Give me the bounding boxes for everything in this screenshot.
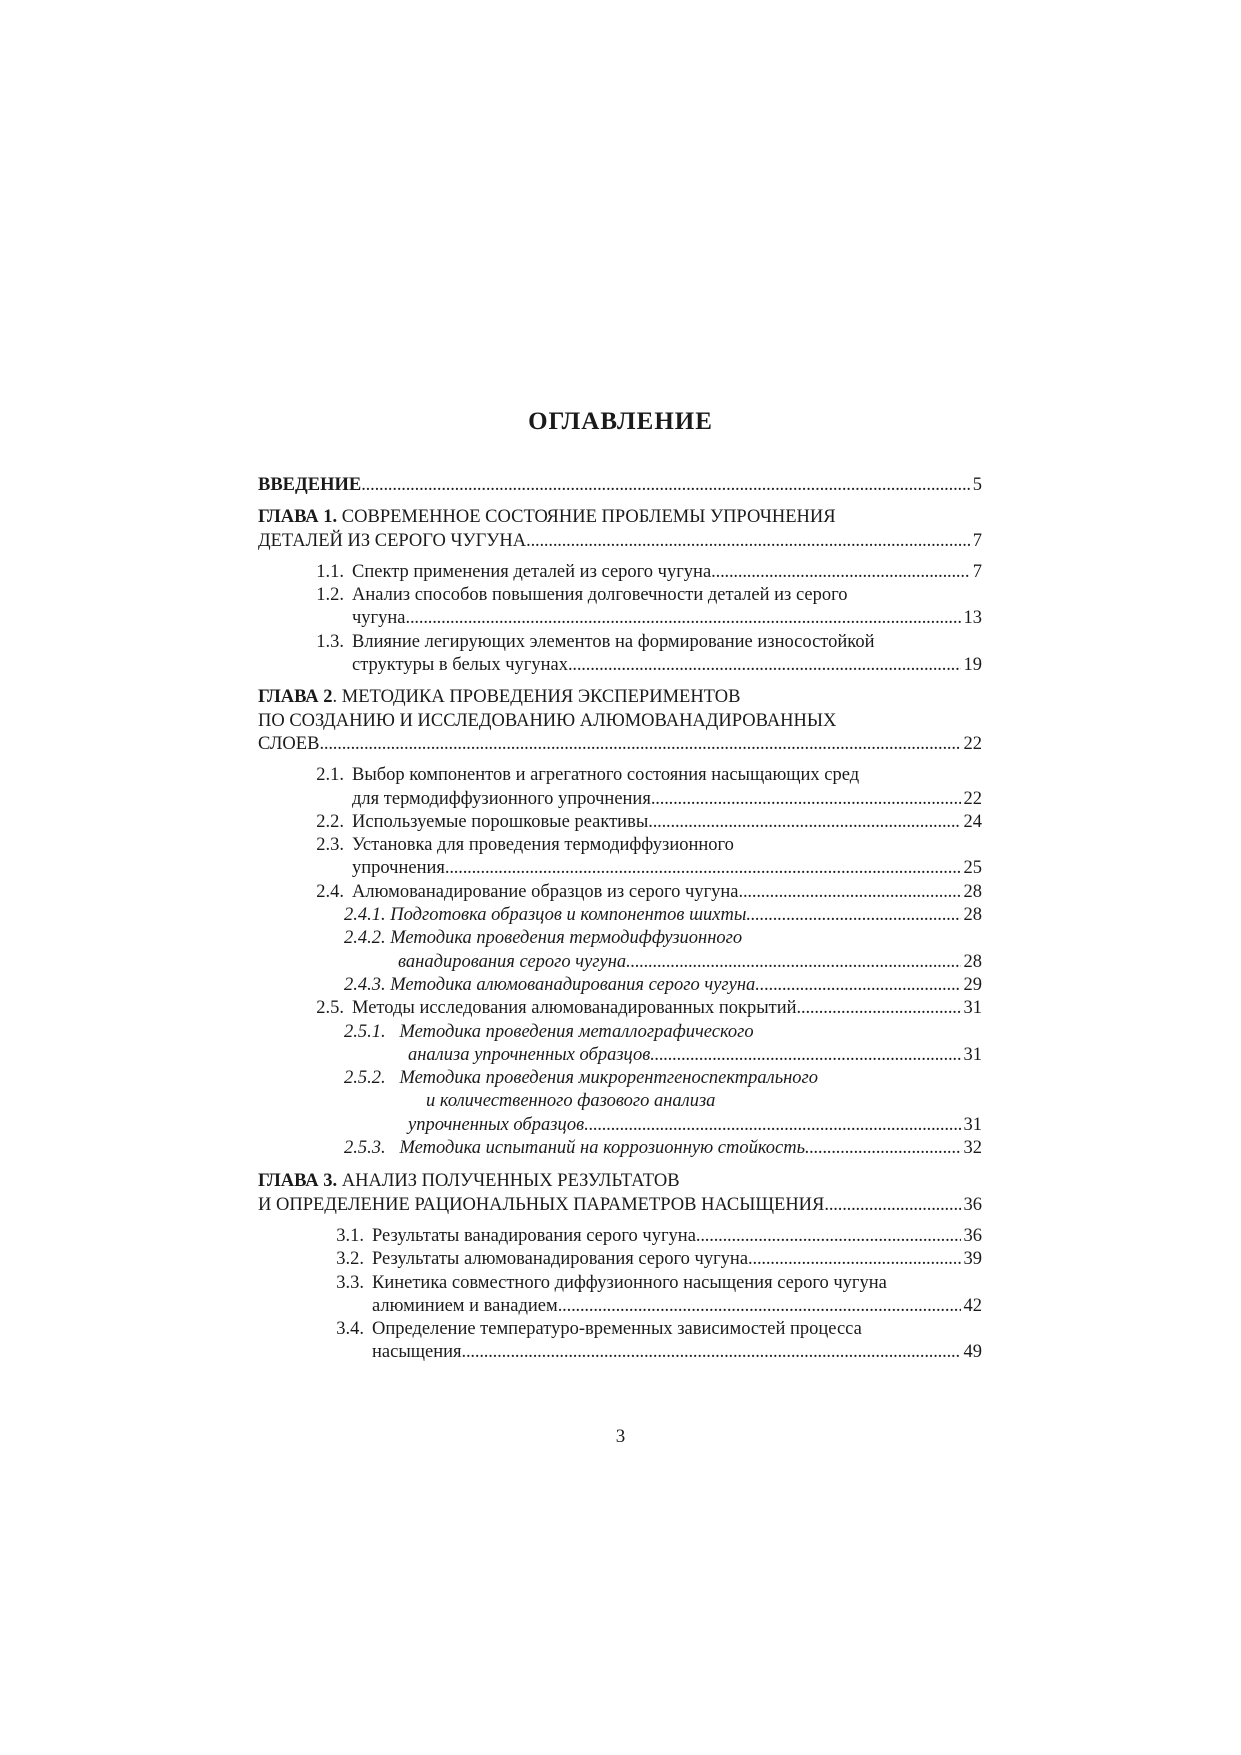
subsection-title: 2.4.1. Подготовка образцов и компонентов шихты <box>344 905 747 926</box>
subsection-title: 2.5.2. Методика проведения микрорентгеноспектрального <box>344 1068 819 1089</box>
leader-dots <box>805 1137 960 1160</box>
toc-section-2-4[interactable] <box>302 881 982 904</box>
leader-dots <box>445 857 961 880</box>
section-title-cont: для термодиффузионного упрочнения <box>352 788 651 809</box>
toc-page-number: 31 <box>963 998 982 1019</box>
leader-dots <box>589 1114 961 1137</box>
chapter-title-line: ДЕТАЛЕЙ ИЗ СЕРОГО ЧУГУНА <box>258 530 527 551</box>
toc-section-3-2[interactable] <box>322 1248 982 1271</box>
chapter-title-line: СОВРЕМЕННОЕ СОСТОЯНИЕ ПРОБЛЕМЫ УПРОЧНЕНИЯ <box>341 507 836 528</box>
toc-page-number: 32 <box>963 1138 982 1159</box>
section-number: 2.4. <box>316 881 344 902</box>
toc-page-number: 49 <box>963 1342 982 1363</box>
leader-dots <box>651 788 961 811</box>
page-title: ОГЛАВЛЕНИЕ <box>528 408 713 435</box>
toc-page-number: 7 <box>972 561 982 582</box>
section-number: 1.3. <box>316 631 344 652</box>
leader-dots <box>748 1248 960 1271</box>
toc-page-number: 24 <box>963 811 982 832</box>
toc-page-number: 31 <box>963 1044 982 1065</box>
toc-section-2-5[interactable] <box>302 997 982 1020</box>
section-number: 1.2. <box>316 585 344 606</box>
toc-subsection-2-4-3[interactable] <box>344 974 982 997</box>
section-title-cont: алюминием и ванадием <box>372 1295 558 1316</box>
section-title-cont: насыщения <box>372 1342 462 1363</box>
toc-page-number: 22 <box>963 733 982 754</box>
toc-page-number: 19 <box>963 655 982 676</box>
subsection-title: 2.4.3. Методика алюмованадирования серого чугуна.. <box>344 974 765 995</box>
toc-section-1-2[interactable] <box>302 584 982 631</box>
toc-page-number: 5 <box>972 475 982 495</box>
section-title: Установка для проведения термодиффузионного <box>352 835 734 856</box>
section-number: 1.1. <box>316 561 344 582</box>
leader-dots <box>765 974 961 997</box>
toc-page-number: 28 <box>963 951 982 972</box>
leader-dots <box>650 1044 960 1067</box>
page-number: 3 <box>615 1426 626 1447</box>
section-number: 2.5. <box>316 998 344 1019</box>
leader-dots <box>648 811 960 834</box>
chapter-title-line: АНАЛИЗ ПОЛУЧЕННЫХ РЕЗУЛЬТАТОВ <box>341 1171 680 1192</box>
toc-section-3-4[interactable] <box>322 1318 982 1365</box>
subsection-title: 2.5.3. Методика испытаний на коррозионную стойкость <box>344 1138 806 1159</box>
section-title-cont: упрочнения <box>352 858 445 879</box>
section-number: 2.1. <box>316 765 344 786</box>
section-number: 3.3. <box>336 1272 364 1293</box>
leader-dots <box>739 881 961 904</box>
subsection-title-cont: анализа упрочненных образцов <box>408 1044 651 1065</box>
chapter-label: ГЛАВА 2 <box>258 687 333 708</box>
chapter-title-line: . МЕТОДИКА ПРОВЕДЕНИЯ ЭКСПЕРИМЕНТОВ <box>332 687 741 708</box>
leader-dots <box>558 1295 961 1318</box>
toc-subsection-2-5-1[interactable] <box>344 1021 982 1068</box>
section-title: Определение температуро-временных зависимостей процесса <box>372 1319 862 1340</box>
section-title: Кинетика совместного диффузионного насыщения серого чугуна <box>372 1272 887 1293</box>
toc-section-3-3[interactable] <box>322 1272 982 1319</box>
toc-page-number: 42 <box>963 1295 982 1316</box>
toc-subsection-2-4-1[interactable] <box>344 904 982 927</box>
toc-chapter-1[interactable] <box>258 506 982 553</box>
section-title: Алюмованадирование образцов из серого чугуна <box>352 881 739 902</box>
section-title: Выбор компонентов и агрегатного состояния насыщающих сред <box>352 765 860 786</box>
toc-chapter-3[interactable] <box>258 1170 982 1217</box>
toc-section-1-1[interactable] <box>302 561 982 584</box>
chapter-label: ГЛАВА 1. <box>258 507 338 528</box>
subsection-title-cont: упрочненных образцов. <box>408 1114 589 1135</box>
toc-intro-label: ВВЕДЕНИЕ <box>258 475 362 495</box>
toc-page-number: 36 <box>963 1194 982 1215</box>
section-number: 3.1. <box>336 1225 364 1246</box>
toc-subsection-2-5-2[interactable] <box>344 1067 982 1137</box>
toc-section-3-1[interactable] <box>322 1225 982 1248</box>
toc-page-number: 29 <box>963 974 982 995</box>
leader-dots <box>797 997 961 1020</box>
leader-dots <box>746 904 960 927</box>
toc-subsection-2-5-3[interactable] <box>344 1137 982 1160</box>
toc-section-2-2[interactable] <box>302 811 982 834</box>
chapter-label: ГЛАВА 3. <box>258 1171 338 1192</box>
section-title: Влияние легирующих элементов на формирование износостойкой <box>352 631 875 652</box>
section-title: Методы исследования алюмованадированных покрытий <box>352 998 797 1019</box>
leader-dots <box>626 951 960 974</box>
toc-page-number: 25 <box>963 858 982 879</box>
section-number: 2.3. <box>316 835 344 856</box>
leader-dots <box>711 561 970 584</box>
section-number: 2.2. <box>316 811 344 832</box>
toc-page-number: 13 <box>963 608 982 629</box>
chapter-title-line: ПО СОЗДАНИЮ И ИССЛЕДОВАНИЮ АЛЮМОВАНАДИРОВАННЫХ <box>258 710 837 731</box>
leader-dots <box>406 607 961 630</box>
toc-page-number: 31 <box>963 1114 982 1135</box>
subsection-title: 2.4.2. Методика проведения термодиффузионного <box>344 928 743 949</box>
section-title: Результаты алюмованадирования серого чугуна <box>372 1249 749 1270</box>
chapter-title-line: СЛОЕВ <box>258 733 320 754</box>
toc-page-number: 39 <box>963 1249 982 1270</box>
toc-intro[interactable] <box>258 474 982 497</box>
toc-page-number: 36 <box>963 1225 982 1246</box>
toc-page-number: 22 <box>963 788 982 809</box>
leader-dots <box>824 1194 960 1217</box>
section-title-cont: чугуна <box>352 608 406 629</box>
section-title: Спектр применения деталей из серого чугуна <box>352 561 712 582</box>
chapter-title-line: И ОПРЕДЕЛЕНИЕ РАЦИОНАЛЬНЫХ ПАРАМЕТРОВ НАСЫЩЕНИЯ <box>258 1194 825 1215</box>
leader-dots <box>361 474 970 497</box>
toc-page-number: 7 <box>972 530 982 551</box>
leader-dots <box>319 733 960 756</box>
section-title: Анализ способов повышения долговечности деталей из серого <box>352 585 848 606</box>
section-number: 3.4. <box>336 1319 364 1340</box>
leader-dots <box>696 1225 961 1248</box>
toc-section-2-3[interactable] <box>302 834 982 881</box>
subsection-title: 2.5.1. Методика проведения металлографического <box>344 1021 754 1042</box>
subsection-title-cont: и количественного фазового анализа <box>426 1091 716 1112</box>
section-title: Результаты ванадирования серого чугуна <box>372 1225 696 1246</box>
toc-subsection-2-4-2[interactable] <box>344 927 982 974</box>
toc-page-number: 28 <box>963 881 982 902</box>
toc-page-number: 28 <box>963 905 982 926</box>
toc-section-1-3[interactable] <box>302 631 982 678</box>
leader-dots <box>526 530 970 553</box>
section-title-cont: структуры в белых чугунах <box>352 655 568 676</box>
subsection-title-cont: ванадирования серого чугуна <box>398 951 627 972</box>
table-of-contents <box>258 474 982 1365</box>
toc-section-2-1[interactable] <box>302 764 982 811</box>
section-number: 3.2. <box>336 1249 364 1270</box>
section-title: Используемые порошковые реактивы <box>352 811 649 832</box>
toc-chapter-2[interactable] <box>258 686 982 756</box>
leader-dots <box>462 1341 961 1364</box>
leader-dots <box>568 654 961 677</box>
